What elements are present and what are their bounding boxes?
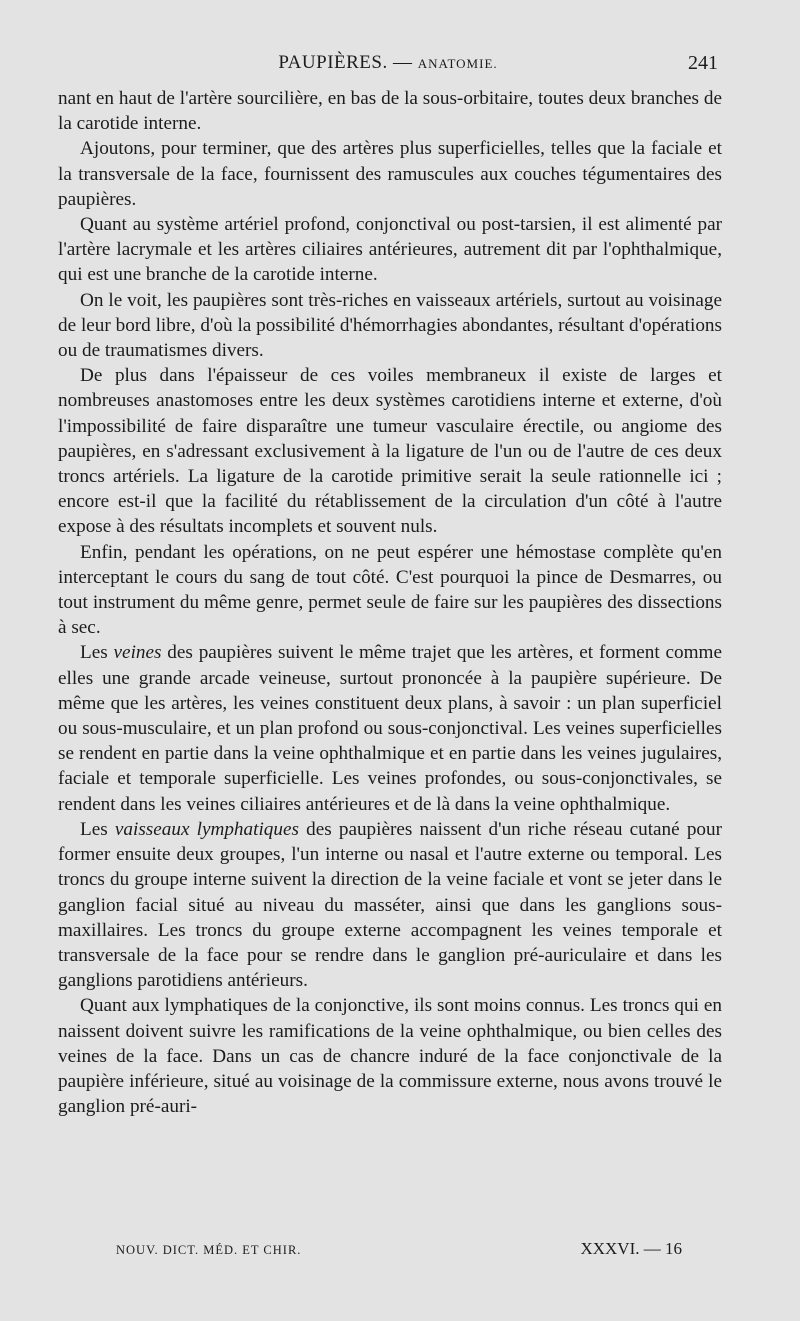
veines-lead: Les — [80, 642, 114, 664]
lymph-lead: Les — [80, 818, 115, 840]
veines-rest: des paupières suivent le même trajet que les artères, et forment comme elles une grande arcade veineuse, surtout prononcée à la paupière supérieure. De même que les artères, les veines constituent deux plans, à savoir : un plan superficiel ou sous-musculaire, et un plan profond ou sous-conjonctival. Les veines superficielles se rendent en partie dans la veine ophthalmique et en partie dans les veines jugulaires, faciale et temporale superficielle. Les veines profondes, ou sous-conjonctivales, se rendent dans les veines ciliaires antérieures et de là dans la veine ophthalmique. — [58, 642, 722, 815]
paragraph-3: Quant au système artériel profond, conjonctival ou post-tarsien, il est alimenté par l'artère lacrymale et les artères ciliaires antérieures, autrement dit par l'ophthalmique, qui est une branche de la carotide interne. — [58, 214, 722, 286]
running-header — [58, 52, 718, 82]
paragraph-4: On le voit, les paupières sont très-riches en vaisseaux artériels, surtout au voisinage de leur bord libre, d'où la possibilité d'hémorrhagies abondantes, résultant d'opérations ou de traumatismes divers. — [58, 289, 722, 362]
page-footer — [58, 1239, 722, 1263]
paragraph-2: Ajoutons, pour terminer, que des artères plus superficielles, telles que la faciale et la transversale de la face, fournissent des ramuscules aux couches tégumentaires des paupières. — [58, 138, 722, 210]
running-title — [58, 52, 718, 74]
footer-volume: XXXVI. — 16 — [580, 1239, 682, 1258]
title-dash: — — [392, 52, 413, 73]
paragraph-lymphatiques — [58, 817, 722, 993]
veines-term: veines — [113, 642, 162, 664]
paragraph-1: nant en haut de l'artère sourcilière, en bas de la sous-orbitaire, toutes deux branches de la carotide interne. — [58, 88, 722, 135]
lymph-rest: des paupières naissent d'un riche réseau cutané pour former ensuite deux groupes, l'un interne ou nasal et l'autre externe ou temporal. Les troncs du groupe interne suivent la direction de la veine faciale et vont se jeter dans le ganglion facial situé au niveau du masséter, ainsi que dans les ganglions sous-maxillaires. Les troncs du groupe externe accompagnent les veines temporale et transversale de la face pour se rendre dans le ganglion pré-auriculaire et dans les ganglions parotidiens antérieurs. — [58, 818, 722, 992]
body-text — [58, 86, 722, 1119]
footer-signature: NOUV. DICT. MÉD. ET CHIR. — [116, 1243, 302, 1257]
paragraph-last: Quant aux lymphatiques de la conjonctive, ils sont moins connus. Les troncs qui en naissent doivent suivre les ramifications de la veine ophthalmique, ou bien celles des veines de la face. Dans un cas de chancre induré de la face conjonctivale de la paupière inférieure, situé au voisinage de la commissure externe, nous avons trouvé le ganglion pré-auri- — [58, 995, 722, 1118]
paragraph-6: Enfin, pendant les opérations, on ne peut espérer une hémostase complète qu'en interceptant le cours du sang de tout côté. C'est pourquoi la pince de Desmarres, ou tout instrument du même genre, permet seule de faire sur les paupières des dissections à sec. — [58, 541, 722, 639]
title-main: PAUPIÈRES. — [278, 52, 388, 73]
lymph-term: vaisseaux lymphatiques — [114, 818, 299, 840]
title-sub: ANATOMIE. — [417, 56, 498, 71]
paragraph-5: De plus dans l'épaisseur de ces voiles membraneux il existe de larges et nombreuses anastomoses entre les deux systèmes carotidiens interne et externe, d'où l'impossibilité de faire disparaître une tumeur vasculaire érectile, ou angiome des paupières, en s'adressant exclusivement à la ligature de l'un ou de l'autre de ces deux troncs artériels. La ligature de la carotide primitive serait la seule rationnelle ici ; encore est-il que la facilité du rétablissement de la circulation d'un côté à l'autre expose à des résultats incomplets et souvent nuls. — [58, 365, 722, 538]
paragraph-veines — [58, 640, 722, 816]
page-number: 241 — [688, 52, 718, 74]
